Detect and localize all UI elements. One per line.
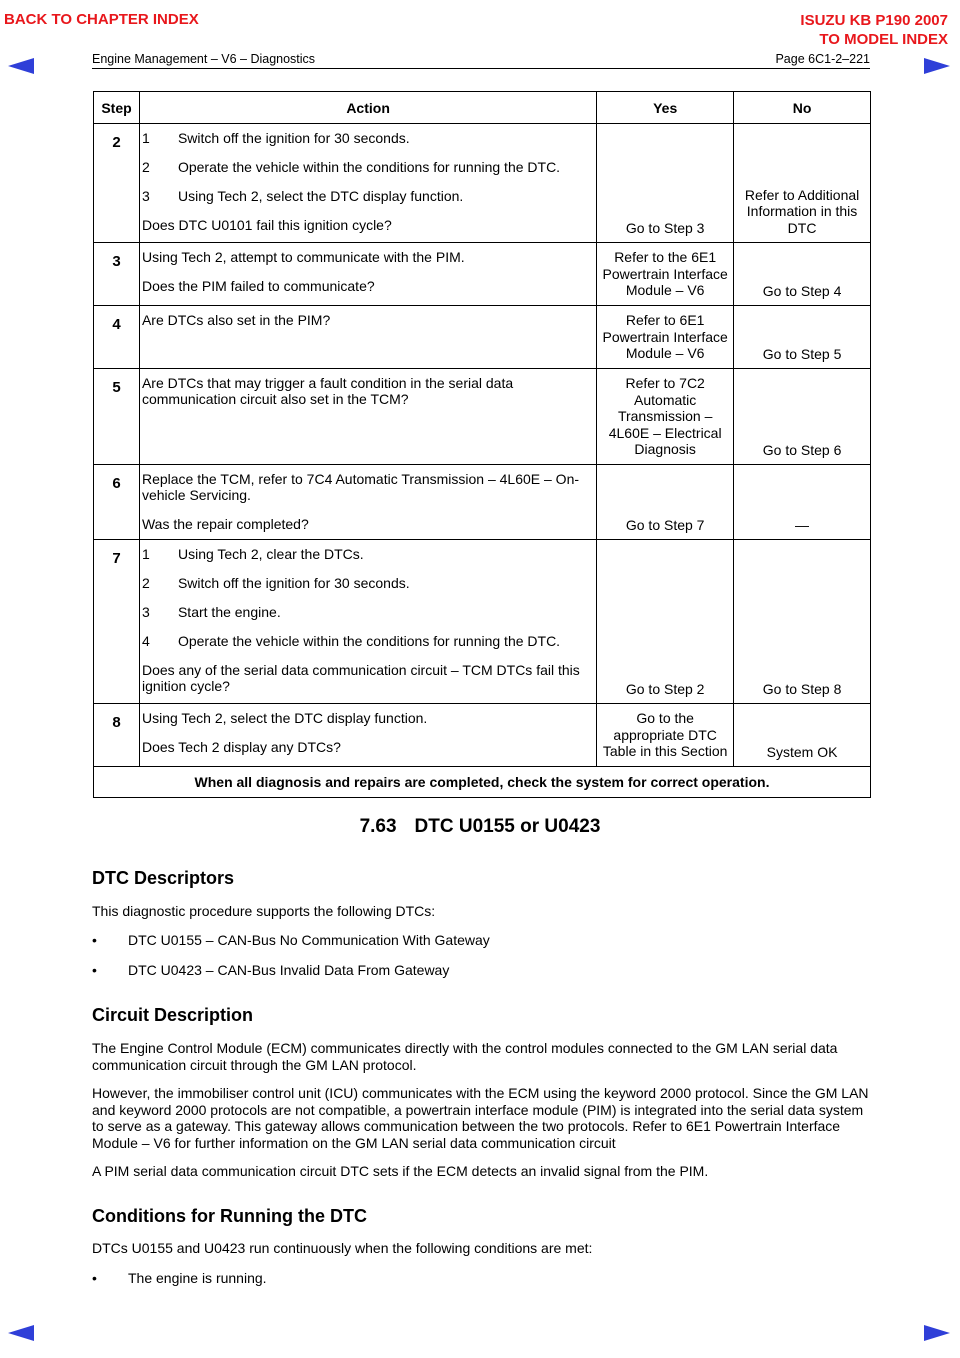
model-title-link[interactable]: ISUZU KB P190 2007 — [800, 12, 948, 29]
question: Does any of the serial data communication circuit – TCM DTCs fail this ignition cycle? — [141, 662, 580, 694]
table-row — [94, 243, 871, 306]
yes-cell: Refer to 7C2 Automatic Transmission – 4L60E – Electrical Diagnosis — [597, 369, 734, 465]
table-row — [94, 369, 871, 465]
next-page-arrow-icon[interactable] — [924, 58, 950, 74]
question: Does DTC U0101 fail this ignition cycle? — [141, 217, 392, 233]
step-number: 6 — [94, 465, 140, 540]
table-row — [94, 124, 871, 243]
descriptors-heading: DTC Descriptors — [92, 868, 235, 888]
table-row — [94, 704, 871, 767]
action-cell — [139, 369, 596, 465]
conditions-intro: DTCs U0155 and U0423 run continuously when the following conditions are met: — [92, 1240, 593, 1256]
question: Are DTCs also set in the PIM? — [141, 312, 331, 328]
conditions-heading: Conditions for Running the DTC — [92, 1206, 367, 1226]
step-number: 8 — [94, 704, 140, 767]
table-row — [94, 306, 871, 369]
action-cell: Using Tech 2, select the DTC display function. Does Tech 2 display any DTCs? — [139, 704, 596, 767]
question: Was the repair completed? — [141, 516, 309, 532]
list-item: 3 Using Tech 2, select the DTC display function. — [141, 188, 464, 204]
table-row — [94, 465, 871, 540]
header-step: Step — [94, 92, 140, 124]
header-no: No — [734, 92, 871, 124]
no-cell: Refer to Additional Information in this DTC — [734, 124, 871, 243]
list-item: 2 Operate the vehicle within the conditions for running the DTC. — [141, 159, 561, 175]
list-item: • DTC U0423 – CAN-Bus Invalid Data From Gateway — [92, 962, 450, 978]
list-item: 1 Switch off the ignition for 30 seconds. — [141, 130, 410, 146]
yes-cell: Go to Step 3 — [597, 124, 734, 243]
to-model-index-link[interactable]: TO MODEL INDEX — [819, 31, 948, 48]
circuit-heading: Circuit Description — [92, 1005, 254, 1025]
section-title — [0, 816, 960, 838]
table-row — [94, 540, 871, 704]
no-cell: — — [734, 465, 871, 540]
next-page-arrow-icon[interactable] — [924, 1325, 950, 1341]
circuit-paragraph-1: The Engine Control Module (ECM) communicates directly with the control modules connected to the GM LAN serial data communication circuit through the GM LAN protocol. — [92, 1040, 838, 1073]
no-cell: System OK — [734, 704, 871, 767]
yes-cell: Go to Step 2 — [597, 540, 734, 704]
no-cell: Go to Step 5 — [734, 306, 871, 369]
back-to-chapter-index-link[interactable]: BACK TO CHAPTER INDEX — [4, 11, 199, 28]
yes-cell: Refer to 6E1 Powertrain Interface Module – V6 — [597, 306, 734, 369]
action-cell: Replace the TCM, refer to 7C4 Automatic Transmission – 4L60E – On-vehicle Servicing. Was the repair completed? — [139, 465, 596, 540]
action-cell — [139, 124, 596, 243]
model-index-block — [800, 11, 948, 49]
bullet-icon: • — [92, 962, 97, 978]
section-number: 7.63 — [359, 816, 397, 837]
list-item: 2 Switch off the ignition for 30 seconds. — [141, 575, 410, 591]
yes-cell: Go to Step 7 — [597, 465, 734, 540]
action-cell — [139, 540, 596, 704]
final-note: When all diagnosis and repairs are completed, check the system for correct operation. — [94, 767, 871, 798]
list-item: 3 Start the engine. — [141, 604, 281, 620]
header-yes: Yes — [597, 92, 734, 124]
step-number: 3 — [94, 243, 140, 306]
no-cell: Go to Step 8 — [734, 540, 871, 704]
step-number: 4 — [94, 306, 140, 369]
header-action: Action — [139, 92, 596, 124]
list-item: • DTC U0155 – CAN-Bus No Communication With Gateway — [92, 932, 490, 948]
step-number: 2 — [94, 124, 140, 243]
table-final-row — [94, 767, 871, 798]
list-item: 1 Using Tech 2, clear the DTCs. — [141, 546, 364, 562]
circuit-paragraph-2: However, the immobiliser control unit (ICU) communicates with the ECM using the keyword 2000 protocol. Since the GM LAN and keyword 2000 protocols are not compatible, a powertrain interface module (PIM) is integrated into the serial data system to serve as a gateway. This gateway allows communication between the two protocols. Refer to 6E1 Powertrain Interface Module – V6 for further information on the GM LAN serial data communication circuit — [92, 1085, 869, 1151]
previous-page-arrow-icon[interactable] — [8, 1325, 34, 1341]
question: Does the PIM failed to communicate? — [141, 278, 375, 294]
yes-cell: Refer to the 6E1 Powertrain Interface Module – V6 — [597, 243, 734, 306]
descriptors-intro: This diagnostic procedure supports the following DTCs: — [92, 903, 436, 919]
bullet-icon: • — [92, 932, 97, 948]
question: Are DTCs that may trigger a fault condition in the serial data communication circuit also set in the TCM? — [141, 375, 514, 407]
circuit-paragraph-3: A PIM serial data communication circuit DTC sets if the ECM detects an invalid signal from the PIM. — [92, 1163, 709, 1179]
yes-cell: Go to the appropriate DTC Table in this Section — [597, 704, 734, 767]
header-page-number: Page 6C1-2–221 — [775, 52, 870, 66]
no-cell: Go to Step 4 — [734, 243, 871, 306]
list-item: • The engine is running. — [92, 1270, 267, 1286]
table-header-row — [94, 92, 871, 124]
header-section-title: Engine Management – V6 – Diagnostics — [92, 52, 316, 66]
section-heading: DTC U0155 or U0423 — [414, 816, 601, 837]
page-header — [92, 52, 870, 69]
action-cell: Using Tech 2, attempt to communicate with the PIM. Does the PIM failed to communicate? — [139, 243, 596, 306]
no-cell: Go to Step 6 — [734, 369, 871, 465]
previous-page-arrow-icon[interactable] — [8, 58, 34, 74]
list-item: 4 Operate the vehicle within the conditions for running the DTC. — [141, 633, 561, 649]
question: Does Tech 2 display any DTCs? — [141, 739, 341, 755]
diagnostic-table — [93, 91, 871, 798]
bullet-icon: • — [92, 1270, 97, 1286]
step-number: 7 — [94, 540, 140, 704]
step-number: 5 — [94, 369, 140, 465]
action-cell — [139, 306, 596, 369]
